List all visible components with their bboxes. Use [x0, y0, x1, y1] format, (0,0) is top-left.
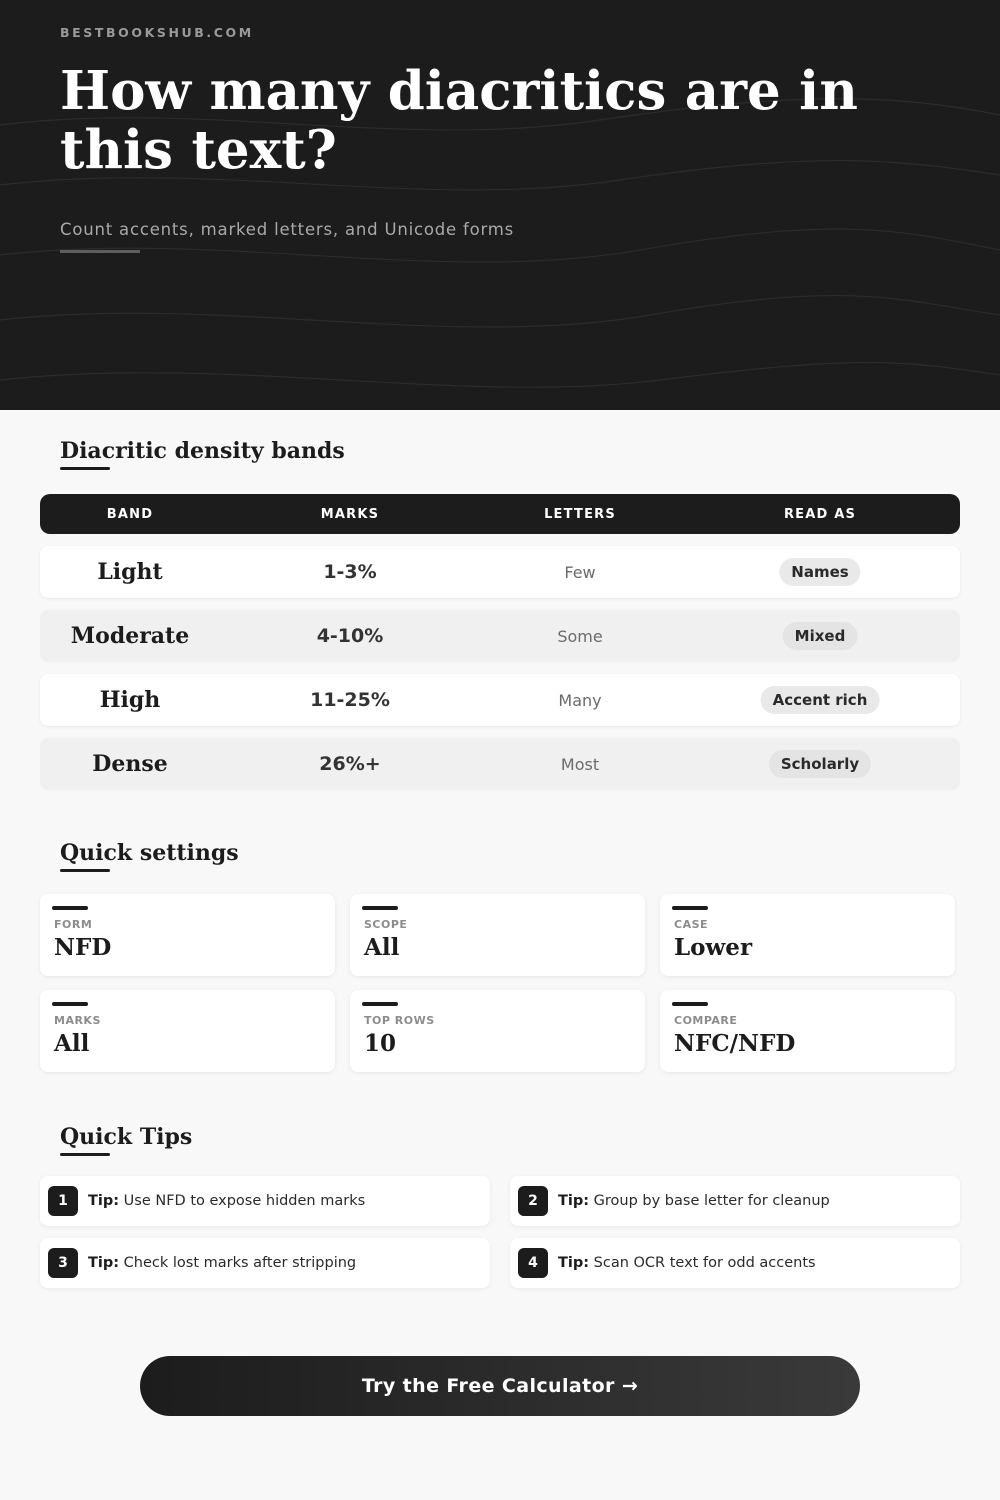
marks-cell: 11-25%: [310, 689, 390, 711]
tip-text: [88, 1176, 365, 1226]
tip-number-badge: 1: [48, 1186, 78, 1216]
column-header-marks: MARKS: [320, 507, 380, 522]
read-as-badge: Names: [779, 558, 860, 586]
setting-value: NFD: [54, 934, 112, 961]
card-accent-bar: [672, 1002, 708, 1006]
read-as-badge: Accent rich: [761, 686, 880, 714]
settings-section-title: Quick settings: [60, 840, 239, 866]
setting-value: All: [364, 934, 400, 961]
setting-card-compare[interactable]: [660, 990, 955, 1072]
setting-label: MARKS: [54, 1014, 101, 1027]
setting-card-scope[interactable]: [350, 894, 645, 976]
tip-body: Group by base letter for cleanup: [593, 1193, 830, 1209]
letters-cell: Many: [558, 690, 602, 710]
bands-section-title: Diacritic density bands: [60, 438, 345, 464]
tip-number-badge: 3: [48, 1248, 78, 1278]
setting-card-case[interactable]: [660, 894, 955, 976]
setting-value: 10: [364, 1030, 397, 1057]
table-row: [40, 738, 960, 790]
tip-prefix: Tip:: [88, 1255, 120, 1271]
card-accent-bar: [52, 906, 88, 910]
table-row: [40, 610, 960, 662]
setting-value: All: [54, 1030, 90, 1057]
setting-card-top-rows[interactable]: [350, 990, 645, 1072]
card-accent-bar: [362, 1002, 398, 1006]
hero-banner: [0, 0, 1000, 410]
page-subtitle: Count accents, marked letters, and Unicode forms: [60, 220, 515, 239]
bands-table-header: [40, 494, 960, 534]
tip-body: Scan OCR text for odd accents: [593, 1255, 816, 1271]
tips-title-underline: [60, 1153, 110, 1156]
tip-text: [558, 1238, 816, 1288]
card-accent-bar: [362, 906, 398, 910]
table-row: [40, 674, 960, 726]
site-name: BESTBOOKSHUB.COM: [60, 25, 254, 40]
read-as-badge: Scholarly: [769, 750, 871, 778]
marks-cell: 4-10%: [316, 625, 384, 647]
setting-label: CASE: [674, 918, 709, 931]
tip-card: [40, 1238, 490, 1288]
bands-title-underline: [60, 467, 110, 470]
marks-cell: 26%+: [319, 753, 381, 775]
setting-value: Lower: [674, 934, 753, 961]
tip-text: [558, 1176, 830, 1226]
setting-label: TOP ROWS: [364, 1014, 435, 1027]
tip-prefix: Tip:: [88, 1193, 120, 1209]
tip-prefix: Tip:: [558, 1193, 590, 1209]
subtitle-underline: [60, 250, 140, 253]
table-row: [40, 546, 960, 598]
band-cell: Dense: [92, 751, 168, 777]
try-calculator-button[interactable]: Try the Free Calculator →: [140, 1356, 860, 1416]
setting-card-marks[interactable]: [40, 990, 335, 1072]
column-header-read-as: READ AS: [783, 507, 857, 522]
read-as-badge: Mixed: [783, 622, 858, 650]
tips-section-title: Quick Tips: [60, 1124, 193, 1150]
tip-card: [510, 1238, 960, 1288]
settings-title-underline: [60, 869, 110, 872]
tip-card: [510, 1176, 960, 1226]
setting-label: COMPARE: [674, 1014, 738, 1027]
tip-prefix: Tip:: [558, 1255, 590, 1271]
setting-value: NFC/NFD: [674, 1030, 796, 1057]
band-cell: Moderate: [70, 623, 190, 649]
marks-cell: 1-3%: [323, 561, 377, 583]
letters-cell: Most: [560, 754, 600, 774]
card-accent-bar: [52, 1002, 88, 1006]
tip-number-badge: 4: [518, 1248, 548, 1278]
letters-cell: Few: [564, 562, 596, 582]
tip-card: [40, 1176, 490, 1226]
setting-label: FORM: [54, 918, 93, 931]
column-header-letters: LETTERS: [544, 507, 616, 522]
page-title: How many diacritics are in this text?: [60, 60, 858, 181]
setting-card-form[interactable]: [40, 894, 335, 976]
tip-number-badge: 2: [518, 1186, 548, 1216]
column-header-band: BAND: [106, 507, 154, 522]
tip-body: Check lost marks after stripping: [123, 1255, 357, 1271]
setting-label: SCOPE: [364, 918, 408, 931]
band-cell: Light: [97, 559, 163, 585]
tip-body: Use NFD to expose hidden marks: [123, 1193, 366, 1209]
card-accent-bar: [672, 906, 708, 910]
letters-cell: Some: [557, 626, 603, 646]
tip-text: [88, 1238, 356, 1288]
band-cell: High: [99, 687, 161, 713]
